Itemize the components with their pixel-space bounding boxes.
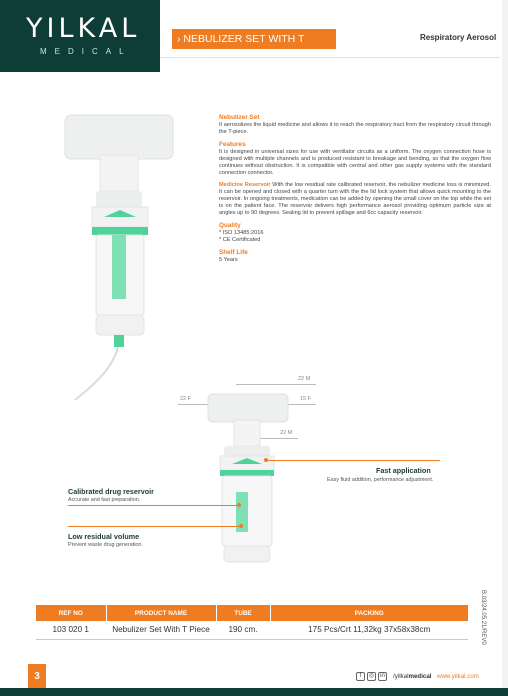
- nebulizer-set-text: It aerosolizes the liquid medicine and allows it to reach the respiratory tract from the respiratory circuit through the T-piece.: [219, 122, 491, 135]
- column-packing: PACKING: [270, 605, 468, 621]
- callout-dot: [239, 524, 243, 528]
- handle-suffix: medical: [408, 673, 432, 680]
- quality-item: * CE Certificated: [219, 237, 261, 243]
- description-column: [219, 114, 491, 264]
- cell-tube: 190 cm.: [216, 621, 270, 639]
- social-icons: [356, 672, 387, 681]
- callout-line: [68, 505, 238, 506]
- social-handle: [393, 673, 432, 680]
- calibrated-reservoir-text: Accurate and fast preparation.: [68, 497, 141, 503]
- cell-product-name: Nebulizer Set With T Piece: [106, 621, 216, 639]
- low-residual-text: Prevent waste drug generation.: [68, 542, 143, 548]
- callout-line: [68, 526, 240, 527]
- product-image-detail: [200, 380, 300, 570]
- fast-application-title: Fast application: [376, 466, 431, 475]
- page-number: 3: [28, 664, 46, 696]
- document-code: [476, 590, 490, 670]
- linkedin-icon[interactable]: in: [378, 672, 387, 681]
- category-label: Respiratory Aerosol: [420, 33, 497, 42]
- page-title: › NEBULIZER SET WITH T PIECE: [172, 29, 336, 49]
- reservoir-paragraph: [219, 182, 491, 217]
- features-text: It is designed in universal sizes for use with ventilator circuits as a uniform. The oxygen connection hose is designed with multiple channels and is produced resistant to breakage and bending, so that the oxygen flow continues without obstruction. It is compatible with central and other gas supply systems with the standard connection connector.: [219, 149, 491, 176]
- shelf-life-heading: Shelf Life: [219, 249, 248, 256]
- brand-name: YILKAL: [26, 13, 141, 44]
- dimension-lower: 22 M: [280, 430, 293, 436]
- website-link[interactable]: www.yilkal.com: [437, 673, 479, 680]
- table-row: [36, 621, 468, 639]
- quality-heading: Quality: [219, 222, 241, 229]
- handle-prefix: /yilkal: [393, 673, 409, 680]
- column-tube: TUBE: [216, 605, 270, 621]
- column-product-name: PRODUCT NAME: [106, 605, 216, 621]
- cell-ref-no: 103 020 1: [36, 621, 106, 639]
- quality-item: * ISO 13485:2016: [219, 230, 264, 236]
- features-heading: Features: [219, 141, 246, 148]
- dimension-top: 22 M: [298, 376, 311, 382]
- facebook-icon[interactable]: f: [356, 672, 365, 681]
- header-rule: [160, 57, 500, 58]
- fast-application-text: Easy fluid addition, performance adjustment.: [327, 477, 434, 483]
- brand-logo: [0, 0, 160, 72]
- document-code-text: B.03/24.05.21/REV0: [480, 590, 486, 645]
- dimension-left: 22 F: [180, 396, 192, 402]
- low-residual-title: Low residual volume: [68, 532, 140, 541]
- product-image-main: [60, 105, 190, 405]
- dimension-right: 15 F: [300, 396, 312, 402]
- reservoir-text: With the low residual rate calibrated reservoir, the nebulizer medicine loss is minimized. It can be opened and closed with a quarter turn with the the lid lock system that allows quick mounting to the reservoir. In ongoing treatments, medication can be added by opening the small cover on the top while the set is on the patient face. The reservoir delivers high performance aerosol providing optimum particle size at angles up to 90 degrees. Sealing lid to prevent spillage and 6cc capacity reservoir.: [219, 182, 491, 216]
- callout-dot: [237, 503, 241, 507]
- spec-table: [36, 605, 468, 640]
- reservoir-heading: Medicine Reservoir: [219, 182, 271, 188]
- column-ref-no: REF NO: [36, 605, 106, 621]
- cell-packing: 175 Pcs/Crt 11,32kg 37x58x38cm: [270, 621, 468, 639]
- callout-line: [268, 460, 440, 461]
- calibrated-reservoir-title: Calibrated drug reservoir: [68, 487, 154, 496]
- edge-strip: [502, 0, 508, 696]
- table-header-row: [36, 605, 468, 621]
- instagram-icon[interactable]: ◎: [368, 673, 375, 679]
- brand-sub: MEDICAL: [40, 47, 132, 56]
- shelf-life-text: 5 Years: [219, 257, 238, 263]
- nebulizer-set-heading: Nebulizer Set: [219, 114, 260, 121]
- footer-bar: [0, 688, 508, 696]
